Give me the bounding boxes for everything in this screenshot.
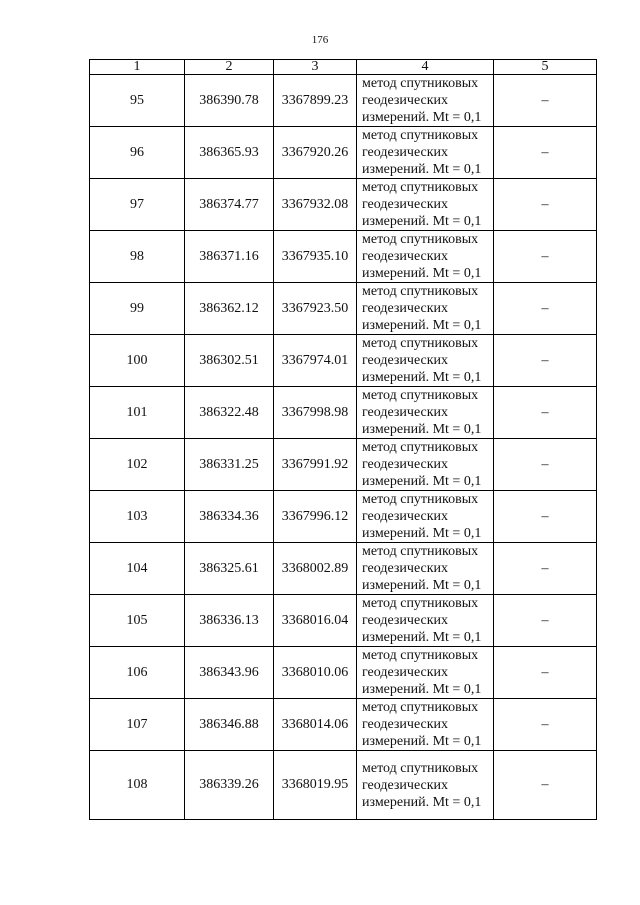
y-coordinate-cell: 3368019.95 xyxy=(274,751,357,820)
table-row xyxy=(90,595,597,647)
note-cell: – xyxy=(494,335,597,387)
method-line-3: измерений. Mt = 0,1 xyxy=(362,110,482,125)
table-row xyxy=(90,283,597,335)
point-number-cell: 106 xyxy=(90,647,185,699)
method-line-1: метод спутниковых xyxy=(362,492,479,507)
method-cell xyxy=(357,439,494,491)
x-coordinate-cell: 386390.78 xyxy=(185,75,274,127)
y-coordinate-cell: 3367998.98 xyxy=(274,387,357,439)
method-line-1: метод спутниковых xyxy=(362,648,479,663)
method-line-2: геодезических xyxy=(362,93,449,108)
table-row xyxy=(90,543,597,595)
point-number-cell: 97 xyxy=(90,179,185,231)
table-row xyxy=(90,751,597,820)
table-row xyxy=(90,491,597,543)
x-coordinate-cell: 386322.48 xyxy=(185,387,274,439)
point-number-cell: 98 xyxy=(90,231,185,283)
method-line-3: измерений. Mt = 0,1 xyxy=(362,370,482,385)
y-coordinate-cell: 3367996.12 xyxy=(274,491,357,543)
method-cell xyxy=(357,231,494,283)
x-coordinate-cell: 386336.13 xyxy=(185,595,274,647)
method-line-2: геодезических xyxy=(362,145,449,160)
method-line-2: геодезических xyxy=(362,249,449,264)
method-cell xyxy=(357,699,494,751)
note-cell: – xyxy=(494,231,597,283)
method-cell xyxy=(357,491,494,543)
point-number-cell: 108 xyxy=(90,751,185,820)
method-line-3: измерений. Mt = 0,1 xyxy=(362,682,482,697)
y-coordinate-cell: 3368016.04 xyxy=(274,595,357,647)
table-row xyxy=(90,387,597,439)
method-line-1: метод спутниковых xyxy=(362,596,479,611)
method-line-3: измерений. Mt = 0,1 xyxy=(362,794,482,810)
column-header-2: 2 xyxy=(185,60,274,75)
method-line-2: геодезических xyxy=(362,301,449,316)
method-line-1: метод спутниковых xyxy=(362,760,479,776)
y-coordinate-cell: 3368002.89 xyxy=(274,543,357,595)
note-cell: – xyxy=(494,439,597,491)
note-cell: – xyxy=(494,127,597,179)
point-number-cell: 105 xyxy=(90,595,185,647)
y-coordinate-cell: 3367935.10 xyxy=(274,231,357,283)
x-coordinate-cell: 386346.88 xyxy=(185,699,274,751)
method-line-2: геодезических xyxy=(362,405,449,420)
y-coordinate-cell: 3367974.01 xyxy=(274,335,357,387)
point-number-cell: 101 xyxy=(90,387,185,439)
method-line-1: метод спутниковых xyxy=(362,232,479,247)
method-cell xyxy=(357,387,494,439)
x-coordinate-cell: 386343.96 xyxy=(185,647,274,699)
x-coordinate-cell: 386362.12 xyxy=(185,283,274,335)
point-number-cell: 107 xyxy=(90,699,185,751)
y-coordinate-cell: 3367991.92 xyxy=(274,439,357,491)
method-line-2: геодезических xyxy=(362,197,449,212)
point-number-cell: 96 xyxy=(90,127,185,179)
table-row xyxy=(90,699,597,751)
method-cell xyxy=(357,335,494,387)
y-coordinate-cell: 3367923.50 xyxy=(274,283,357,335)
method-line-2: геодезических xyxy=(362,509,449,524)
note-cell: – xyxy=(494,751,597,820)
method-line-1: метод спутниковых xyxy=(362,700,479,715)
note-cell: – xyxy=(494,543,597,595)
column-header-1: 1 xyxy=(90,60,185,75)
method-cell xyxy=(357,751,494,820)
note-cell: – xyxy=(494,647,597,699)
method-line-1: метод спутниковых xyxy=(362,284,479,299)
method-line-1: метод спутниковых xyxy=(362,544,479,559)
x-coordinate-cell: 386331.25 xyxy=(185,439,274,491)
column-header-5: 5 xyxy=(494,60,597,75)
method-cell xyxy=(357,647,494,699)
method-line-2: геодезических xyxy=(362,717,449,732)
method-cell xyxy=(357,595,494,647)
method-line-1: метод спутниковых xyxy=(362,388,479,403)
method-line-2: геодезических xyxy=(362,561,449,576)
method-cell xyxy=(357,75,494,127)
method-line-3: измерений. Mt = 0,1 xyxy=(362,266,482,281)
y-coordinate-cell: 3367920.26 xyxy=(274,127,357,179)
method-line-2: геодезических xyxy=(362,457,449,472)
method-line-3: измерений. Mt = 0,1 xyxy=(362,526,482,541)
table-row xyxy=(90,335,597,387)
point-number-cell: 102 xyxy=(90,439,185,491)
method-line-1: метод спутниковых xyxy=(362,336,479,351)
point-number-cell: 95 xyxy=(90,75,185,127)
note-cell: – xyxy=(494,283,597,335)
x-coordinate-cell: 386371.16 xyxy=(185,231,274,283)
table-body xyxy=(90,75,597,820)
note-cell: – xyxy=(494,699,597,751)
method-cell xyxy=(357,179,494,231)
y-coordinate-cell: 3368014.06 xyxy=(274,699,357,751)
note-cell: – xyxy=(494,387,597,439)
table-row xyxy=(90,75,597,127)
method-line-1: метод спутниковых xyxy=(362,128,479,143)
table-row xyxy=(90,127,597,179)
method-line-3: измерений. Mt = 0,1 xyxy=(362,474,482,489)
method-cell xyxy=(357,283,494,335)
method-line-3: измерений. Mt = 0,1 xyxy=(362,422,482,437)
method-line-3: измерений. Mt = 0,1 xyxy=(362,734,482,749)
table-row xyxy=(90,647,597,699)
coordinates-table xyxy=(89,59,597,820)
note-cell: – xyxy=(494,179,597,231)
y-coordinate-cell: 3367899.23 xyxy=(274,75,357,127)
point-number-cell: 104 xyxy=(90,543,185,595)
x-coordinate-cell: 386302.51 xyxy=(185,335,274,387)
point-number-cell: 103 xyxy=(90,491,185,543)
column-header-4: 4 xyxy=(357,60,494,75)
method-line-3: измерений. Mt = 0,1 xyxy=(362,214,482,229)
method-cell xyxy=(357,127,494,179)
column-header-3: 3 xyxy=(274,60,357,75)
table-header-row xyxy=(90,60,597,75)
x-coordinate-cell: 386339.26 xyxy=(185,751,274,820)
x-coordinate-cell: 386334.36 xyxy=(185,491,274,543)
point-number-cell: 100 xyxy=(90,335,185,387)
method-line-3: измерений. Mt = 0,1 xyxy=(362,630,482,645)
note-cell: – xyxy=(494,75,597,127)
x-coordinate-cell: 386374.77 xyxy=(185,179,274,231)
method-line-2: геодезических xyxy=(362,353,449,368)
table-row xyxy=(90,439,597,491)
method-line-3: измерений. Mt = 0,1 xyxy=(362,578,482,593)
method-cell xyxy=(357,543,494,595)
method-line-1: метод спутниковых xyxy=(362,76,479,91)
method-line-2: геодезических xyxy=(362,777,449,793)
method-line-1: метод спутниковых xyxy=(362,180,479,195)
method-line-3: измерений. Mt = 0,1 xyxy=(362,318,482,333)
y-coordinate-cell: 3367932.08 xyxy=(274,179,357,231)
x-coordinate-cell: 386325.61 xyxy=(185,543,274,595)
point-number-cell: 99 xyxy=(90,283,185,335)
method-line-2: геодезических xyxy=(362,665,449,680)
y-coordinate-cell: 3368010.06 xyxy=(274,647,357,699)
method-line-1: метод спутниковых xyxy=(362,440,479,455)
page-number: 176 xyxy=(311,34,329,46)
method-line-3: измерений. Mt = 0,1 xyxy=(362,162,482,177)
method-line-2: геодезических xyxy=(362,613,449,628)
table-row xyxy=(90,179,597,231)
table-row xyxy=(90,231,597,283)
note-cell: – xyxy=(494,595,597,647)
note-cell: – xyxy=(494,491,597,543)
x-coordinate-cell: 386365.93 xyxy=(185,127,274,179)
